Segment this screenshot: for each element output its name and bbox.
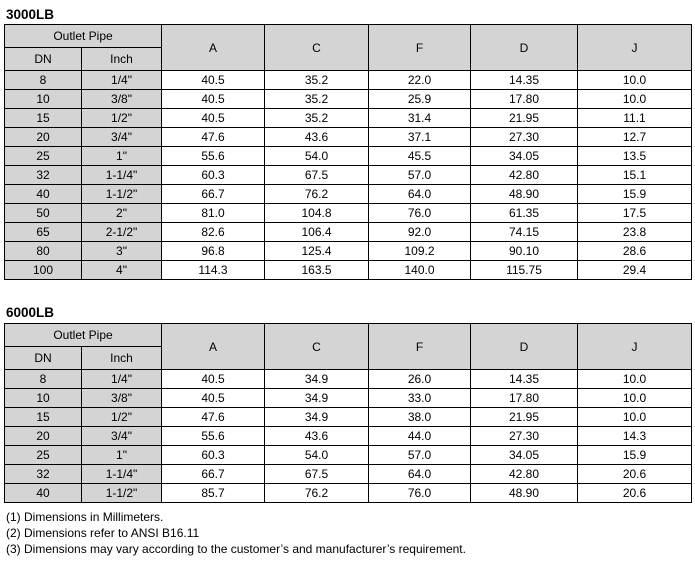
column-header-d: D: [471, 324, 578, 370]
value-cell-f: 22.0: [369, 71, 471, 90]
value-cell-j: 20.6: [578, 484, 692, 503]
value-cell-a: 40.5: [162, 90, 265, 109]
column-header-inch: Inch: [82, 347, 162, 370]
table-row: [5, 370, 692, 389]
value-cell-a: 82.6: [162, 223, 265, 242]
column-header-a: A: [162, 324, 265, 370]
table-row: [5, 223, 692, 242]
value-cell-a: 85.7: [162, 484, 265, 503]
table-row: [5, 185, 692, 204]
inch-cell: 3/8": [82, 90, 162, 109]
value-cell-f: 57.0: [369, 166, 471, 185]
value-cell-d: 14.35: [471, 71, 578, 90]
value-cell-f: 45.5: [369, 147, 471, 166]
note-2: (2) Dimensions refer to ANSI B16.11: [6, 526, 200, 540]
value-cell-j: 15.9: [578, 185, 692, 204]
value-cell-d: 42.80: [471, 166, 578, 185]
value-cell-f: 33.0: [369, 389, 471, 408]
value-cell-f: 76.0: [369, 484, 471, 503]
column-header-j: J: [578, 324, 692, 370]
value-cell-j: 15.1: [578, 166, 692, 185]
column-header-f: F: [369, 324, 471, 370]
table-row: [5, 408, 692, 427]
value-cell-d: 34.05: [471, 446, 578, 465]
dn-cell: 25: [5, 147, 82, 166]
value-cell-c: 163.5: [265, 261, 369, 280]
inch-cell: 1/2": [82, 408, 162, 427]
value-cell-a: 55.6: [162, 427, 265, 446]
value-cell-a: 47.6: [162, 128, 265, 147]
value-cell-f: 37.1: [369, 128, 471, 147]
column-header-c: C: [265, 324, 369, 370]
value-cell-c: 43.6: [265, 427, 369, 446]
table-title-6000lb: 6000LB: [6, 305, 55, 320]
table-row: [5, 147, 692, 166]
table-row: [5, 242, 692, 261]
dn-cell: 10: [5, 90, 82, 109]
table-row: [5, 446, 692, 465]
inch-cell: 1/4": [82, 71, 162, 90]
value-cell-c: 35.2: [265, 90, 369, 109]
dn-cell: 100: [5, 261, 82, 280]
column-header-dn: DN: [5, 48, 82, 71]
inch-cell: 1-1/2": [82, 484, 162, 503]
dn-cell: 32: [5, 166, 82, 185]
outlet-pipe-header: Outlet Pipe: [5, 25, 162, 48]
value-cell-j: 10.0: [578, 408, 692, 427]
column-header-a: A: [162, 25, 265, 71]
value-cell-a: 40.5: [162, 370, 265, 389]
value-cell-c: 35.2: [265, 109, 369, 128]
value-cell-d: 21.95: [471, 408, 578, 427]
inch-cell: 1": [82, 147, 162, 166]
value-cell-c: 76.2: [265, 484, 369, 503]
value-cell-d: 14.35: [471, 370, 578, 389]
value-cell-f: 64.0: [369, 185, 471, 204]
value-cell-d: 115.75: [471, 261, 578, 280]
value-cell-a: 60.3: [162, 166, 265, 185]
table-row: [5, 166, 692, 185]
value-cell-a: 81.0: [162, 204, 265, 223]
value-cell-d: 27.30: [471, 128, 578, 147]
value-cell-f: 64.0: [369, 465, 471, 484]
dn-cell: 40: [5, 484, 82, 503]
inch-cell: 2": [82, 204, 162, 223]
value-cell-a: 40.5: [162, 109, 265, 128]
value-cell-a: 66.7: [162, 465, 265, 484]
inch-cell: 1-1/4": [82, 166, 162, 185]
value-cell-f: 44.0: [369, 427, 471, 446]
column-header-inch: Inch: [82, 48, 162, 71]
dimension-table-3000lb: [4, 24, 692, 280]
value-cell-c: 54.0: [265, 147, 369, 166]
table-row: [5, 109, 692, 128]
dn-cell: 8: [5, 71, 82, 90]
value-cell-a: 55.6: [162, 147, 265, 166]
value-cell-d: 17.80: [471, 90, 578, 109]
table-title-3000lb: 3000LB: [6, 7, 55, 22]
value-cell-f: 76.0: [369, 204, 471, 223]
value-cell-d: 48.90: [471, 185, 578, 204]
dn-cell: 8: [5, 370, 82, 389]
column-header-d: D: [471, 25, 578, 71]
value-cell-j: 11.1: [578, 109, 692, 128]
dn-cell: 50: [5, 204, 82, 223]
column-header-f: F: [369, 25, 471, 71]
value-cell-c: 67.5: [265, 465, 369, 484]
notes: [6, 509, 466, 557]
value-cell-f: 109.2: [369, 242, 471, 261]
inch-cell: 1-1/4": [82, 465, 162, 484]
value-cell-j: 29.4: [578, 261, 692, 280]
inch-cell: 3/4": [82, 128, 162, 147]
dimension-table-6000lb: [4, 323, 692, 503]
value-cell-a: 66.7: [162, 185, 265, 204]
value-cell-a: 47.6: [162, 408, 265, 427]
value-cell-d: 61.35: [471, 204, 578, 223]
dn-cell: 32: [5, 465, 82, 484]
table-row: [5, 261, 692, 280]
value-cell-c: 35.2: [265, 71, 369, 90]
dn-cell: 65: [5, 223, 82, 242]
value-cell-d: 48.90: [471, 484, 578, 503]
value-cell-j: 23.8: [578, 223, 692, 242]
value-cell-c: 34.9: [265, 389, 369, 408]
dn-cell: 25: [5, 446, 82, 465]
value-cell-c: 34.9: [265, 408, 369, 427]
value-cell-j: 10.0: [578, 71, 692, 90]
value-cell-f: 57.0: [369, 446, 471, 465]
value-cell-j: 10.0: [578, 90, 692, 109]
note-1: (1) Dimensions in Millimeters.: [6, 510, 164, 524]
value-cell-c: 43.6: [265, 128, 369, 147]
value-cell-a: 114.3: [162, 261, 265, 280]
inch-cell: 1-1/2": [82, 185, 162, 204]
inch-cell: 2-1/2": [82, 223, 162, 242]
dn-cell: 15: [5, 408, 82, 427]
value-cell-d: 21.95: [471, 109, 578, 128]
outlet-pipe-header: Outlet Pipe: [5, 324, 162, 347]
value-cell-j: 28.6: [578, 242, 692, 261]
value-cell-j: 13.5: [578, 147, 692, 166]
value-cell-f: 92.0: [369, 223, 471, 242]
inch-cell: 4": [82, 261, 162, 280]
inch-cell: 1/2": [82, 109, 162, 128]
value-cell-j: 20.6: [578, 465, 692, 484]
dn-cell: 15: [5, 109, 82, 128]
value-cell-f: 25.9: [369, 90, 471, 109]
table-row: [5, 204, 692, 223]
value-cell-c: 67.5: [265, 166, 369, 185]
value-cell-d: 27.30: [471, 427, 578, 446]
value-cell-a: 60.3: [162, 446, 265, 465]
table-row: [5, 90, 692, 109]
value-cell-j: 12.7: [578, 128, 692, 147]
dn-cell: 20: [5, 128, 82, 147]
value-cell-d: 74.15: [471, 223, 578, 242]
table-row: [5, 389, 692, 408]
column-header-j: J: [578, 25, 692, 71]
table-row: [5, 128, 692, 147]
inch-cell: 1/4": [82, 370, 162, 389]
table-row: [5, 465, 692, 484]
value-cell-a: 40.5: [162, 389, 265, 408]
value-cell-f: 31.4: [369, 109, 471, 128]
table-row: [5, 71, 692, 90]
value-cell-c: 34.9: [265, 370, 369, 389]
value-cell-d: 17.80: [471, 389, 578, 408]
value-cell-j: 10.0: [578, 370, 692, 389]
column-header-c: C: [265, 25, 369, 71]
value-cell-d: 34.05: [471, 147, 578, 166]
value-cell-c: 54.0: [265, 446, 369, 465]
inch-cell: 3/4": [82, 427, 162, 446]
value-cell-d: 42.80: [471, 465, 578, 484]
dn-cell: 10: [5, 389, 82, 408]
dn-cell: 80: [5, 242, 82, 261]
inch-cell: 3/8": [82, 389, 162, 408]
value-cell-f: 140.0: [369, 261, 471, 280]
dn-cell: 40: [5, 185, 82, 204]
value-cell-c: 106.4: [265, 223, 369, 242]
table-row: [5, 484, 692, 503]
column-header-dn: DN: [5, 347, 82, 370]
note-3: (3) Dimensions may vary according to the customer’s and manufacturer’s requirement.: [6, 542, 466, 556]
value-cell-j: 17.5: [578, 204, 692, 223]
value-cell-j: 10.0: [578, 389, 692, 408]
value-cell-d: 90.10: [471, 242, 578, 261]
value-cell-j: 14.3: [578, 427, 692, 446]
value-cell-a: 40.5: [162, 71, 265, 90]
value-cell-f: 26.0: [369, 370, 471, 389]
value-cell-c: 125.4: [265, 242, 369, 261]
inch-cell: 3": [82, 242, 162, 261]
value-cell-j: 15.9: [578, 446, 692, 465]
dn-cell: 20: [5, 427, 82, 446]
value-cell-a: 96.8: [162, 242, 265, 261]
value-cell-c: 104.8: [265, 204, 369, 223]
table-row: [5, 427, 692, 446]
value-cell-c: 76.2: [265, 185, 369, 204]
value-cell-f: 38.0: [369, 408, 471, 427]
inch-cell: 1": [82, 446, 162, 465]
